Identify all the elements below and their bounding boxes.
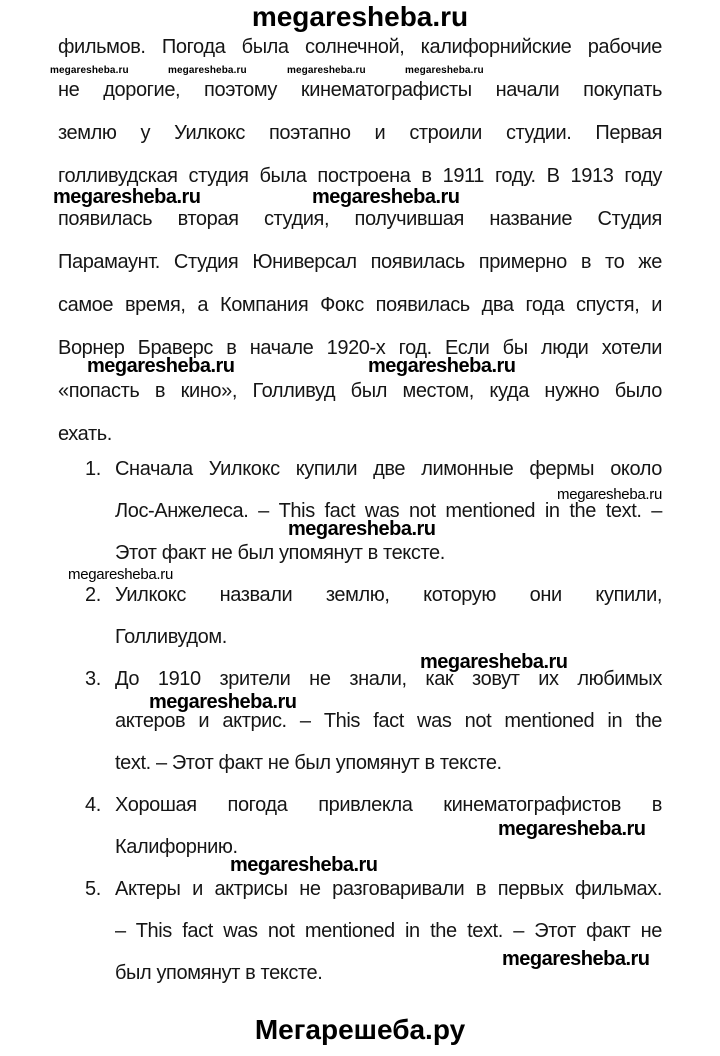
watermark: megaresheba.ru	[312, 186, 460, 208]
watermark: megaresheba.ru	[405, 65, 484, 76]
paragraph-line: Ворнер Браверс в начале 1920-х год. Если бы люди хотели	[58, 337, 662, 359]
paragraph-line: Парамаунт. Студия Юниверсал появилась примерно в то же	[58, 251, 662, 273]
page-footer-watermark: Мегарешеба.ру	[254, 1014, 466, 1045]
answer-number: 2.	[85, 584, 101, 606]
page-header-watermark: megaresheba.ru	[251, 1, 469, 32]
answer-number: 4.	[85, 794, 101, 816]
answer-line: Калифорнию.	[115, 836, 238, 858]
watermark: megaresheba.ru	[420, 651, 568, 673]
paragraph-line: не дорогие, поэтому кинематографисты начали покупать	[58, 79, 662, 101]
watermark: megaresheba.ru	[68, 566, 174, 583]
watermark: megaresheba.ru	[498, 818, 646, 840]
answer-item	[58, 666, 662, 792]
answer-line: был упомянут в тексте.	[115, 962, 323, 984]
answer-number: 3.	[85, 668, 101, 690]
watermark: megaresheba.ru	[87, 355, 235, 377]
answer-line: Лос-Анжелеса. – This fact was not mentioned in the text. –	[115, 500, 662, 522]
answer-list	[58, 456, 662, 1002]
intro-paragraph	[58, 34, 662, 464]
paragraph-line: голливудская студия была построена в 1911 году. В 1913 году	[58, 165, 662, 187]
answer-line: Этот факт не был упомянут в тексте.	[115, 542, 445, 564]
answer-number: 5.	[85, 878, 101, 900]
answer-line: Актеры и актрисы не разговаривали в первых фильмах.	[115, 878, 662, 900]
watermark: megaresheba.ru	[149, 691, 297, 713]
answer-line: Хорошая погода привлекла кинематографистов в	[115, 794, 662, 816]
answer-line: Голливудом.	[115, 626, 227, 648]
watermark: megaresheba.ru	[288, 518, 436, 540]
answer-item	[58, 876, 662, 1002]
paragraph-line: землю у Уилкокс поэтапно и строили студии. Первая	[58, 122, 662, 144]
answer-number: 1.	[85, 458, 101, 480]
watermark: megaresheba.ru	[557, 486, 663, 503]
watermark: megaresheba.ru	[287, 65, 366, 76]
answer-line: До 1910 зрители не знали, как зовут их любимых	[115, 668, 662, 690]
paragraph-line: появилась вторая студия, получившая название Студия	[58, 208, 662, 230]
paragraph-line: «попасть в кино», Голливуд был местом, куда нужно было	[58, 380, 662, 402]
answer-line: Сначала Уилкокс купили две лимонные фермы около	[115, 458, 662, 480]
answer-line: text. – Этот факт не был упомянут в тексте.	[115, 752, 502, 774]
watermark: megaresheba.ru	[368, 355, 516, 377]
watermark: megaresheba.ru	[50, 65, 129, 76]
answer-item	[58, 792, 662, 876]
paragraph-line: самое время, а Компания Фокс появилась два года спустя, и	[58, 294, 662, 316]
paragraph-line: ехать.	[58, 423, 112, 445]
watermark: megaresheba.ru	[168, 65, 247, 76]
paragraph-line: фильмов. Погода была солнечной, калифорнийские рабочие	[58, 36, 662, 58]
watermark: megaresheba.ru	[502, 948, 650, 970]
answer-line: актеров и актрис. – This fact was not mentioned in the	[115, 710, 662, 732]
watermark: megaresheba.ru	[53, 186, 201, 208]
watermark: megaresheba.ru	[230, 854, 378, 876]
answer-item	[58, 582, 662, 666]
answer-line: – This fact was not mentioned in the text. – Этот факт не	[115, 920, 662, 942]
answer-line: Уилкокс назвали землю, которую они купили,	[115, 584, 662, 606]
answer-item	[58, 456, 662, 582]
